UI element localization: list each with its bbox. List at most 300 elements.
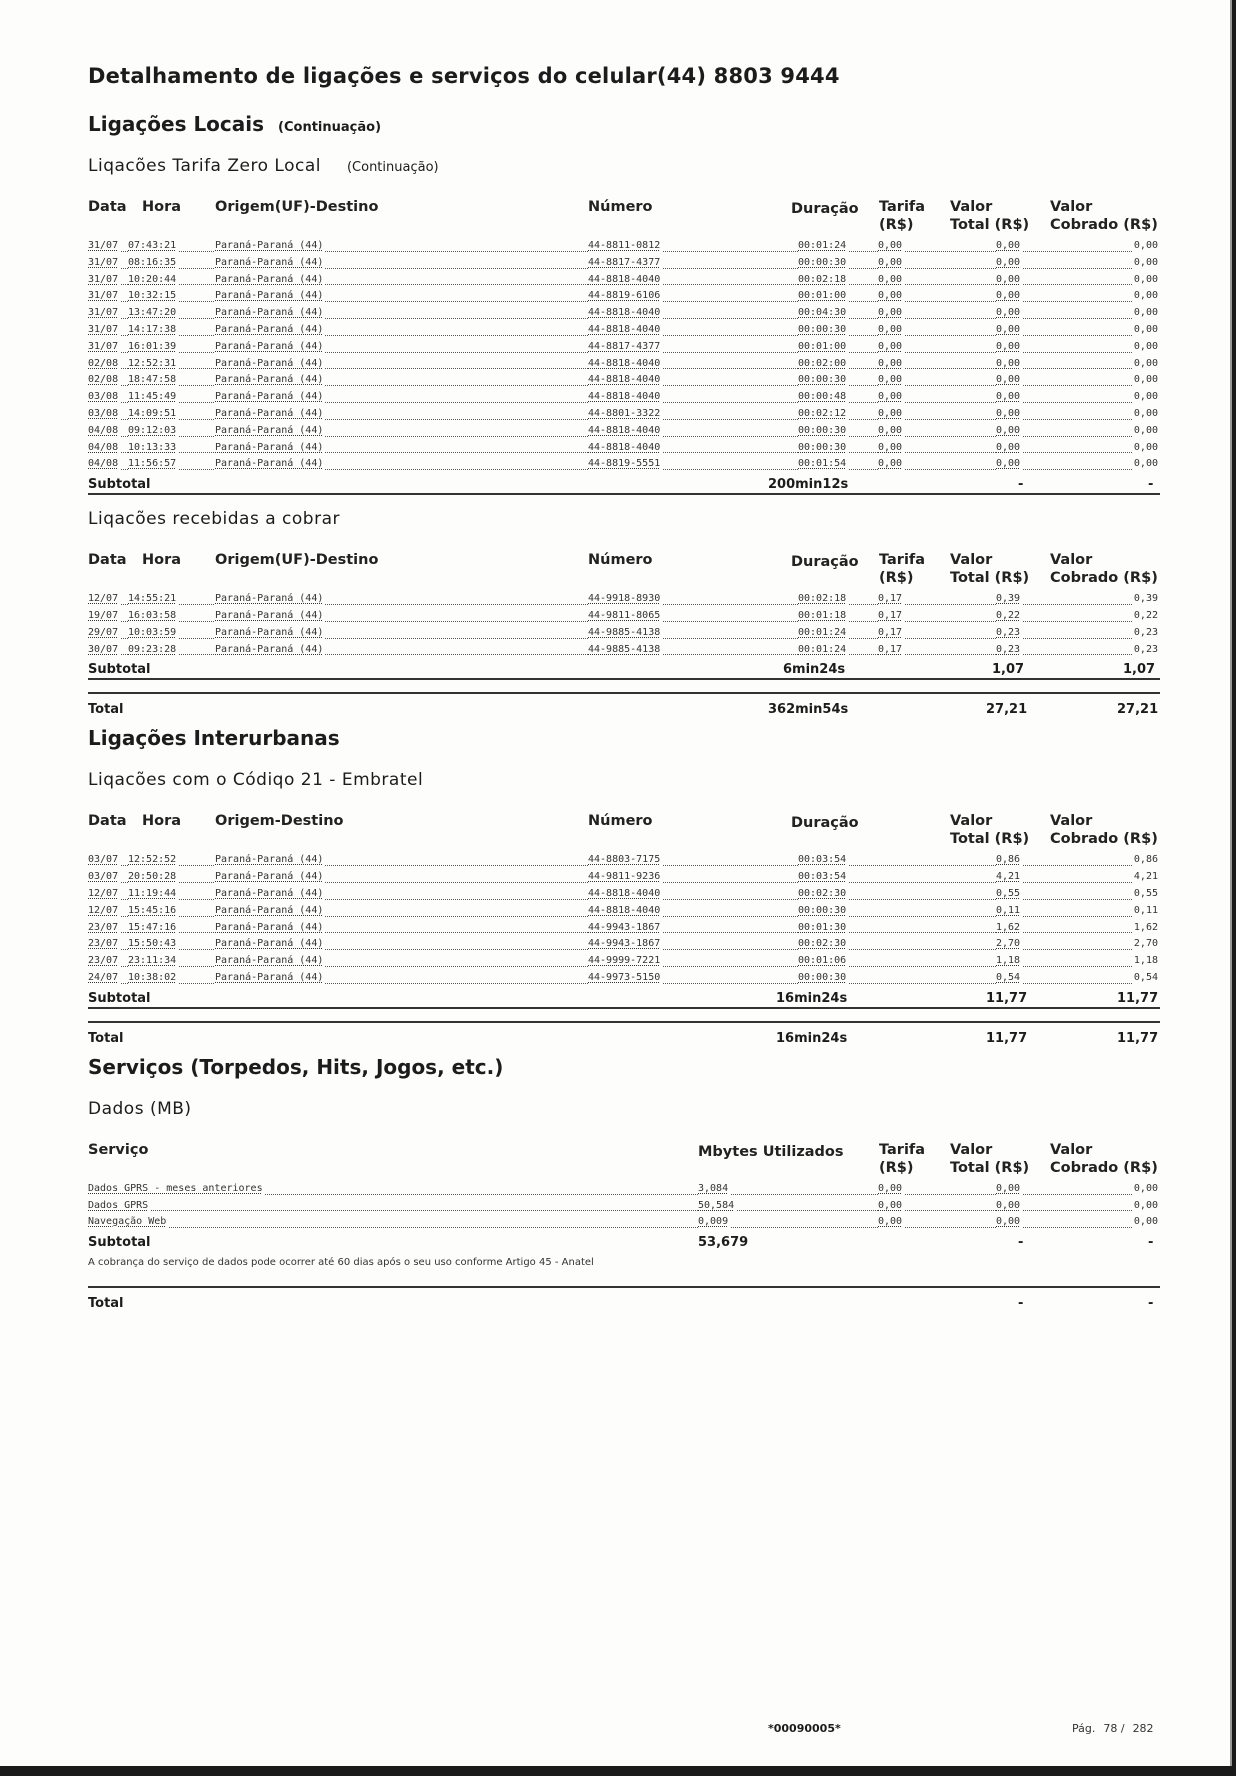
cell-origem: Paraná-Paraná (44) [215, 406, 325, 423]
col-header-data: Data [88, 552, 127, 569]
page-label: Pág. [1072, 1722, 1096, 1735]
cell-tarifa: 0,17 [878, 625, 904, 642]
cell-hora: 07:43:21 [128, 238, 178, 255]
total-valor-total: 11,77 [986, 1030, 1028, 1046]
cell-numero: 44-8819-6106 [588, 288, 662, 305]
cell-valor-total: 0,55 [996, 886, 1022, 903]
cell-numero: 44-8801-3322 [588, 406, 662, 423]
cell-origem: Paraná-Paraná (44) [215, 339, 325, 356]
cell-valor-cobrado: 1,18 [1132, 953, 1158, 970]
table-row [88, 1181, 1160, 1198]
col-header-valor-cobrado [1050, 551, 1158, 587]
col-header-line: Valor [950, 199, 993, 215]
cell-data: 23/07 [88, 953, 120, 970]
cell-data: 31/07 [88, 305, 120, 322]
table-row [88, 238, 1160, 255]
col-header-line: Total (R$) [950, 570, 1030, 587]
cell-servico: Dados GPRS - meses anteriores [88, 1181, 265, 1198]
cell-tarifa: 0,00 [878, 406, 904, 423]
cell-data: 31/07 [88, 322, 120, 339]
cell-tarifa: 0,00 [878, 1198, 904, 1215]
subtotal-valor-total: 1,07 [992, 662, 1025, 678]
col-header-line: Cobrado (R$) [1050, 570, 1158, 587]
cell-duracao: 00:01:24 [798, 238, 848, 255]
cell-duracao: 00:01:00 [798, 339, 848, 356]
subsection-heading-dados: Dados (MB) [88, 1098, 192, 1119]
cell-hora: 12:52:52 [128, 852, 178, 869]
cell-duracao: 00:01:06 [798, 953, 848, 970]
cell-duracao: 00:02:00 [798, 356, 848, 373]
col-header-origem: Origem(UF)-Destino [215, 199, 379, 215]
cell-hora: 10:03:59 [128, 625, 178, 642]
spacer [88, 1009, 1160, 1021]
spacer [88, 680, 1160, 692]
cell-origem: Paraná-Paraná (44) [215, 970, 325, 987]
cell-hora: 15:50:43 [128, 936, 178, 953]
table-row [88, 608, 1160, 625]
document-code: *00090005* [768, 1722, 841, 1735]
cell-data: 03/08 [88, 406, 120, 423]
cell-tarifa: 0,00 [878, 322, 904, 339]
cell-hora: 10:32:15 [128, 288, 178, 305]
cell-origem: Paraná-Paraná (44) [215, 936, 325, 953]
col-header-valor-cobrado [1050, 812, 1158, 848]
continuation-label: (Continuação) [346, 160, 439, 175]
cell-origem: Paraná-Paraná (44) [215, 389, 325, 406]
cell-valor-total: 2,70 [996, 936, 1022, 953]
section-heading-locais [88, 112, 1160, 136]
cell-valor-cobrado: 0,00 [1132, 255, 1158, 272]
cell-numero: 44-9943-1867 [588, 920, 662, 937]
cell-valor-cobrado: 0,11 [1132, 903, 1158, 920]
cell-valor-cobrado: 0,39 [1132, 591, 1158, 608]
subtotal-duracao: 6min24s [783, 662, 846, 678]
total-valor-cobrado: 11,77 [1117, 1030, 1159, 1046]
cell-numero: 44-9885-4138 [588, 642, 662, 659]
cell-valor-cobrado: 0,55 [1132, 886, 1158, 903]
col-header-line: Valor [1050, 1141, 1093, 1158]
cell-data: 29/07 [88, 625, 120, 642]
cell-valor-total: 0,00 [996, 440, 1022, 457]
subtotal-valor-cobrado: - [1148, 477, 1154, 493]
cell-tarifa: 0,00 [878, 456, 904, 473]
table-row [88, 356, 1160, 373]
cell-valor-total: 0,00 [996, 372, 1022, 389]
cell-numero: 44-8818-4040 [588, 440, 662, 457]
cell-origem: Paraná-Paraná (44) [215, 272, 325, 289]
col-header-data: Data [88, 199, 127, 215]
cell-valor-total: 0,00 [996, 356, 1022, 373]
cell-numero: 44-8818-4040 [588, 356, 662, 373]
cell-hora: 23:11:34 [128, 953, 178, 970]
table-row [88, 305, 1160, 322]
cell-valor-cobrado: 0,23 [1132, 625, 1158, 642]
col-header-line: Valor [950, 552, 993, 569]
cell-valor-cobrado: 4,21 [1132, 869, 1158, 886]
table-row [88, 625, 1160, 642]
col-header-line: Valor [950, 1141, 993, 1158]
col-header-hora: Hora [142, 552, 182, 569]
cell-duracao: 00:01:18 [798, 608, 848, 625]
cell-tarifa: 0,17 [878, 591, 904, 608]
cell-origem: Paraná-Paraná (44) [215, 456, 325, 473]
cell-origem: Paraná-Paraná (44) [215, 903, 325, 920]
cell-valor-cobrado: 0,00 [1132, 440, 1158, 457]
subtotal-valor-total: - [1018, 477, 1024, 493]
cell-data: 03/08 [88, 389, 120, 406]
table-row [88, 869, 1160, 886]
col-header-line: Valor [1050, 813, 1093, 830]
cell-hora: 09:12:03 [128, 423, 178, 440]
subtotal-mbytes: 53,679 [698, 1235, 749, 1251]
cell-valor-cobrado: 0,00 [1132, 356, 1158, 373]
cell-tarifa: 0,00 [878, 1214, 904, 1231]
total-row [88, 1286, 1160, 1312]
subtotal-label: Subtotal [88, 990, 151, 1006]
page-total: 282 [1132, 1722, 1154, 1735]
cell-duracao: 00:00:30 [798, 423, 848, 440]
table-row [88, 440, 1160, 457]
cell-hora: 14:55:21 [128, 591, 178, 608]
col-header-line: Tarifa [879, 552, 926, 569]
cell-tarifa: 0,00 [878, 305, 904, 322]
total-duracao: 16min24s [776, 1030, 848, 1046]
table-header [88, 1141, 1160, 1181]
cell-duracao: 00:00:30 [798, 970, 848, 987]
col-header-line: Total (R$) [950, 1159, 1030, 1176]
cell-mbytes: 0,009 [698, 1214, 730, 1231]
cell-data: 03/07 [88, 869, 120, 886]
cell-valor-total: 0,00 [996, 423, 1022, 440]
cell-tarifa: 0,17 [878, 642, 904, 659]
cell-origem: Paraná-Paraná (44) [215, 625, 325, 642]
cell-origem: Paraná-Paraná (44) [215, 372, 325, 389]
dados-rows [88, 1181, 1160, 1231]
cell-origem: Paraná-Paraná (44) [215, 322, 325, 339]
cell-valor-total: 0,00 [996, 322, 1022, 339]
subtotal-duracao: 16min24s [776, 990, 848, 1006]
tarifa-zero-rows [88, 238, 1160, 473]
total-valor-total: - [1018, 1296, 1024, 1312]
cell-data: 30/07 [88, 642, 120, 659]
cell-hora: 11:45:49 [128, 389, 178, 406]
cell-hora: 16:03:58 [128, 608, 178, 625]
cell-data: 04/08 [88, 423, 120, 440]
table-header [88, 812, 1160, 852]
cell-valor-total: 0,00 [996, 305, 1022, 322]
subtotal-label: Subtotal [88, 1235, 151, 1251]
cell-valor-total: 1,62 [996, 920, 1022, 937]
cell-duracao: 00:00:30 [798, 255, 848, 272]
col-header-servico: Serviço [88, 1141, 149, 1158]
cell-valor-cobrado: 1,62 [1132, 920, 1158, 937]
subtotal-label: Subtotal [88, 662, 151, 678]
dados-note: A cobrança do serviço de dados pode ocorrer até 60 dias após o seu uso conforme Artigo 45 - Anatel [88, 1257, 594, 1269]
col-header-line: (R$) [879, 217, 914, 233]
cell-origem: Paraná-Paraná (44) [215, 886, 325, 903]
cell-tarifa: 0,00 [878, 372, 904, 389]
table-row [88, 920, 1160, 937]
subsection-heading-codigo21: Liqacões com o Códiqo 21 - Embratel [88, 770, 424, 791]
cell-valor-cobrado: 0,00 [1132, 272, 1158, 289]
subtotal-valor-cobrado: 1,07 [1123, 662, 1156, 678]
cell-numero: 44-9811-8065 [588, 608, 662, 625]
table-row [88, 953, 1160, 970]
table-row [88, 456, 1160, 473]
table-row [88, 852, 1160, 869]
cell-duracao: 00:03:54 [798, 852, 848, 869]
table-row [88, 886, 1160, 903]
cell-valor-total: 0,00 [996, 255, 1022, 272]
cell-valor-cobrado: 0,22 [1132, 608, 1158, 625]
col-header-origem: Origem(UF)-Destino [215, 552, 379, 569]
cell-duracao: 00:00:30 [798, 903, 848, 920]
col-header-line: Valor [950, 813, 993, 830]
cell-hora: 11:56:57 [128, 456, 178, 473]
col-header-hora: Hora [142, 199, 182, 215]
cell-duracao: 00:01:24 [798, 625, 848, 642]
cell-hora: 13:47:20 [128, 305, 178, 322]
cell-numero: 44-8803-7175 [588, 852, 662, 869]
col-header-line: Total (R$) [950, 217, 1030, 233]
col-header-valor-total [950, 1141, 1029, 1177]
col-header-line: Cobrado (R$) [1050, 1159, 1158, 1176]
cell-valor-cobrado: 0,00 [1132, 339, 1158, 356]
cell-valor-total: 0,00 [996, 339, 1022, 356]
col-header-valor-total [950, 812, 1029, 848]
cell-valor-cobrado: 0,00 [1132, 389, 1158, 406]
subsection-title: Liqacões Tarifa Zero Local [88, 156, 321, 176]
cell-hora: 16:01:39 [128, 339, 178, 356]
cell-hora: 18:47:58 [128, 372, 178, 389]
table-row [88, 423, 1160, 440]
col-header-line: Valor [1050, 552, 1093, 569]
col-header-line: (R$) [879, 570, 914, 587]
table-row [88, 903, 1160, 920]
table-row [88, 389, 1160, 406]
col-header-valor-cobrado [1050, 198, 1158, 234]
cell-valor-total: 0,23 [996, 642, 1022, 659]
cell-duracao: 00:02:18 [798, 591, 848, 608]
cell-duracao: 00:02:12 [798, 406, 848, 423]
cell-hora: 10:38:02 [128, 970, 178, 987]
cell-tarifa: 0,00 [878, 272, 904, 289]
cell-data: 03/07 [88, 852, 120, 869]
cell-duracao: 00:02:30 [798, 886, 848, 903]
total-row [88, 692, 1160, 718]
table-row [88, 255, 1160, 272]
cell-hora: 12:52:31 [128, 356, 178, 373]
statement-content [88, 64, 1160, 1312]
cell-data: 19/07 [88, 608, 120, 625]
cell-valor-cobrado: 0,00 [1132, 423, 1158, 440]
cell-valor-total: 0,00 [996, 456, 1022, 473]
col-header-valor-cobrado [1050, 1141, 1158, 1177]
col-header-line: Total (R$) [950, 831, 1030, 848]
col-header-tarifa [879, 1141, 925, 1177]
cell-numero: 44-8811-0812 [588, 238, 662, 255]
cell-origem: Paraná-Paraná (44) [215, 440, 325, 457]
cell-data: 24/07 [88, 970, 120, 987]
cell-origem: Paraná-Paraná (44) [215, 305, 325, 322]
col-header-numero: Número [588, 552, 653, 569]
table-row [88, 970, 1160, 987]
cell-numero: 44-8818-4040 [588, 389, 662, 406]
cell-valor-cobrado: 0,00 [1132, 406, 1158, 423]
cell-numero: 44-8818-4040 [588, 305, 662, 322]
cell-tarifa: 0,17 [878, 608, 904, 625]
cell-valor-total: 0,00 [996, 238, 1022, 255]
cell-valor-cobrado: 2,70 [1132, 936, 1158, 953]
cell-mbytes: 3,084 [698, 1181, 730, 1198]
section-heading-interurbanas: Ligações Interurbanas [88, 726, 340, 751]
cell-hora: 15:47:16 [128, 920, 178, 937]
cell-hora: 08:16:35 [128, 255, 178, 272]
cell-valor-cobrado: 0,00 [1132, 238, 1158, 255]
cell-tarifa: 0,00 [878, 255, 904, 272]
cell-tarifa: 0,00 [878, 339, 904, 356]
cell-data: 23/07 [88, 936, 120, 953]
cell-numero: 44-9943-1867 [588, 936, 662, 953]
cell-numero: 44-8818-4040 [588, 272, 662, 289]
cell-tarifa: 0,00 [878, 440, 904, 457]
total-row [88, 1021, 1160, 1047]
cell-duracao: 00:04:30 [798, 305, 848, 322]
col-header-duracao: Duração [791, 815, 859, 832]
cell-valor-cobrado: 0,23 [1132, 642, 1158, 659]
subtotal-row [88, 1233, 1160, 1253]
cell-valor-cobrado: 0,00 [1132, 1198, 1158, 1215]
table-row [88, 936, 1160, 953]
section-title: Ligações Locais [88, 112, 265, 136]
cell-numero: 44-9885-4138 [588, 625, 662, 642]
cell-hora: 09:23:28 [128, 642, 178, 659]
subtotal-valor-total: 11,77 [986, 990, 1028, 1006]
cell-mbytes: 50,584 [698, 1198, 736, 1215]
cell-origem: Paraná-Paraná (44) [215, 852, 325, 869]
cell-duracao: 00:01:30 [798, 920, 848, 937]
cell-valor-cobrado: 0,00 [1132, 1181, 1158, 1198]
cell-valor-total: 1,18 [996, 953, 1022, 970]
col-header-line: Tarifa [879, 1141, 926, 1158]
cell-origem: Paraná-Paraná (44) [215, 288, 325, 305]
cell-valor-total: 0,00 [996, 406, 1022, 423]
cell-numero: 44-8819-5551 [588, 456, 662, 473]
cell-valor-total: 0,00 [996, 389, 1022, 406]
cell-valor-cobrado: 0,00 [1132, 1214, 1158, 1231]
subtotal-row [88, 475, 1160, 495]
page-number [1072, 1722, 1154, 1735]
col-header-line: (R$) [879, 1159, 914, 1176]
table-row [88, 322, 1160, 339]
cell-duracao: 00:00:30 [798, 322, 848, 339]
cell-data: 31/07 [88, 238, 120, 255]
cell-numero: 44-8818-4040 [588, 372, 662, 389]
cell-valor-total: 0,54 [996, 970, 1022, 987]
total-valor-cobrado: - [1148, 1296, 1154, 1312]
a-cobrar-rows [88, 591, 1160, 658]
cell-data: 02/08 [88, 356, 120, 373]
page-title: Detalhamento de ligações e serviços do celular(44) 8803 9444 [88, 64, 840, 88]
cell-origem: Paraná-Paraná (44) [215, 608, 325, 625]
section-heading-servicos: Serviços (Torpedos, Hits, Jogos, etc.) [88, 1054, 504, 1079]
table-row [88, 339, 1160, 356]
cell-valor-cobrado: 0,00 [1132, 288, 1158, 305]
cell-numero: 44-8817-4377 [588, 255, 662, 272]
cell-valor-total: 0,39 [996, 591, 1022, 608]
cell-origem: Paraná-Paraná (44) [215, 423, 325, 440]
cell-data: 02/08 [88, 372, 120, 389]
cell-origem: Paraná-Paraná (44) [215, 869, 325, 886]
cell-origem: Paraná-Paraná (44) [215, 238, 325, 255]
cell-tarifa: 0,00 [878, 1181, 904, 1198]
cell-numero: 44-9918-8930 [588, 591, 662, 608]
total-label: Total [88, 1030, 124, 1046]
subtotal-valor-cobrado: - [1148, 1235, 1154, 1251]
cell-valor-total: 0,11 [996, 903, 1022, 920]
cell-data: 31/07 [88, 255, 120, 272]
cell-tarifa: 0,00 [878, 238, 904, 255]
cell-valor-total: 0,00 [996, 1214, 1022, 1231]
cell-origem: Paraná-Paraná (44) [215, 642, 325, 659]
col-header-hora: Hora [142, 813, 182, 830]
cell-valor-total: 0,00 [996, 288, 1022, 305]
cell-valor-total: 0,86 [996, 852, 1022, 869]
total-valor-cobrado: 27,21 [1117, 702, 1159, 718]
cell-valor-total: 0,00 [996, 272, 1022, 289]
cell-data: 04/08 [88, 440, 120, 457]
total-valor-total: 27,21 [986, 702, 1028, 718]
cell-valor-cobrado: 0,00 [1132, 372, 1158, 389]
cell-valor-cobrado: 0,00 [1132, 456, 1158, 473]
cell-duracao: 00:02:18 [798, 272, 848, 289]
cell-duracao: 00:03:54 [798, 869, 848, 886]
cell-origem: Paraná-Paraná (44) [215, 356, 325, 373]
cell-duracao: 00:00:48 [798, 389, 848, 406]
cell-hora: 14:17:38 [128, 322, 178, 339]
cell-data: 31/07 [88, 272, 120, 289]
table-header [88, 551, 1160, 591]
cell-duracao: 00:00:30 [798, 372, 848, 389]
table-row [88, 591, 1160, 608]
table-row [88, 406, 1160, 423]
subtotal-valor-cobrado: 11,77 [1117, 990, 1159, 1006]
cell-tarifa: 0,00 [878, 389, 904, 406]
cell-tarifa: 0,00 [878, 423, 904, 440]
cell-tarifa: 0,00 [878, 356, 904, 373]
cell-origem: Paraná-Paraná (44) [215, 953, 325, 970]
cell-origem: Paraná-Paraná (44) [215, 591, 325, 608]
table-row [88, 372, 1160, 389]
col-header-valor-total [950, 198, 1029, 234]
col-header-origem: Origem-Destino [215, 813, 344, 830]
total-duracao: 362min54s [768, 702, 849, 718]
cell-hora: 15:45:16 [128, 903, 178, 920]
cell-valor-total: 0,00 [996, 1181, 1022, 1198]
col-header-mbytes: Mbytes Utilizados [698, 1143, 844, 1160]
total-label: Total [88, 702, 124, 718]
cell-valor-cobrado: 0,86 [1132, 852, 1158, 869]
cell-duracao: 00:01:24 [798, 642, 848, 659]
cell-numero: 44-9999-7221 [588, 953, 662, 970]
table-row [88, 1198, 1160, 1215]
col-header-numero: Número [588, 199, 653, 215]
cell-tarifa: 0,00 [878, 288, 904, 305]
cell-valor-cobrado: 0,00 [1132, 305, 1158, 322]
cell-valor-cobrado: 0,00 [1132, 322, 1158, 339]
cell-valor-cobrado: 0,54 [1132, 970, 1158, 987]
col-header-line: Tarifa [879, 199, 926, 215]
